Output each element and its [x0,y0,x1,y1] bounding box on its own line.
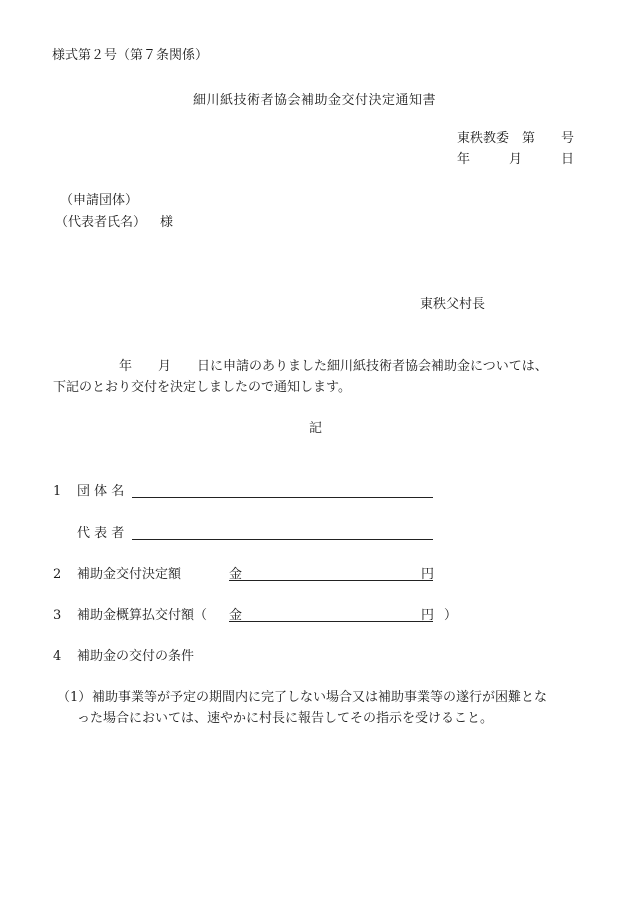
item-2-number: 2 [53,567,62,582]
advance-payment-amount-label: 補助金概算払交付額（ [77,608,208,623]
body-text-line-2: 下記のとおり交付を決定しましたので通知します。 [53,380,351,395]
organization-name-label: 団 体 名 [77,484,125,499]
advance-amount-close-paren: ） [444,608,458,623]
condition-1-number: （1） [57,690,92,705]
form-label: 様式第２号（第７条関係） [52,48,209,63]
applicant-organization-label: （申請団体） [60,193,139,208]
organization-name-line [132,497,433,498]
grant-amount-yen: 円 [421,567,435,582]
representative-name-label: （代表者氏名） [55,215,147,230]
grant-conditions-label: 補助金の交付の条件 [77,649,195,664]
grant-decision-amount-label: 補助金交付決定額 [77,567,182,582]
advance-amount-line [229,621,433,622]
representative-line [132,539,433,540]
item-3-number: 3 [53,608,62,623]
advance-amount-kin: 金 [229,608,243,623]
advance-amount-yen: 円 [421,608,435,623]
condition-1-line-2: った場合においては、速やかに村長に報告してその指示を受けること。 [77,711,494,726]
reference-date: 年 月 日 [457,152,575,167]
issuer-name: 東秩父村長 [420,297,486,312]
condition-1-line-1: 補助事業等が予定の期間内に完了しない場合又は補助事業等の遂行が困難とな [92,690,548,705]
reference-number: 東秩教委 第 号 [457,131,575,146]
ki-heading: 記 [309,421,323,436]
representative-label: 代 表 者 [77,526,125,541]
item-1-number: 1 [53,484,62,499]
honorific: 様 [160,215,174,230]
document-title: 細川紙技術者協会補助金交付決定通知書 [193,93,437,108]
body-text-line-1: 年 月 日に申請のありました細川紙技術者協会補助金については、 [119,359,548,374]
grant-amount-line [229,580,433,581]
item-4-number: 4 [53,649,62,664]
grant-amount-kin: 金 [229,567,243,582]
